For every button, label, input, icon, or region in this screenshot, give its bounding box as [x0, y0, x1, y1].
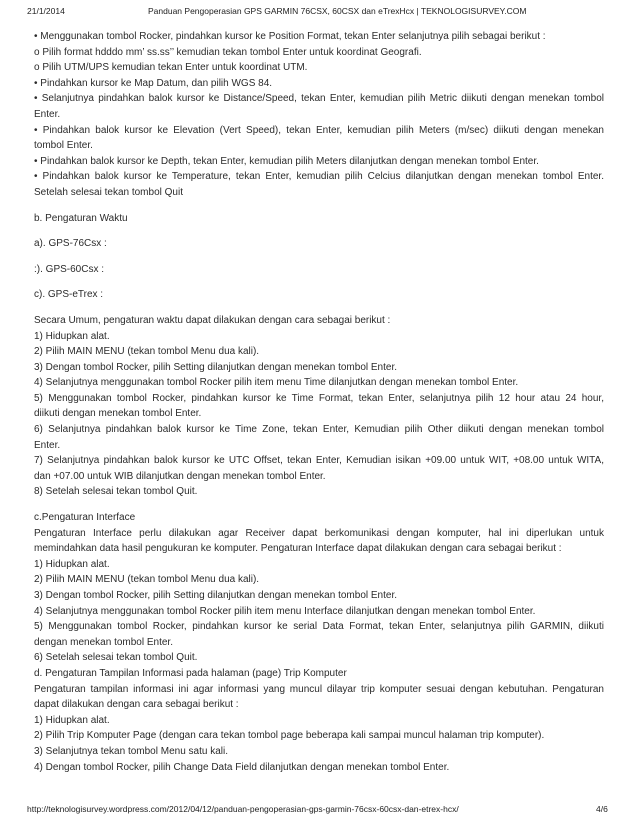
text-line: 7) Selanjutnya pindahkan balok kursor ke UTC Offset, tekan Enter, Kemudian isikan +09.00 untuk WIT, +08.00 untuk WITA, [34, 455, 604, 467]
text-line: 1) Hidupkan alat. [34, 714, 110, 726]
text-line: Pengaturan Interface perlu dilakukan agar Receiver dapat berkomunikasi dengan komputer, hal ini diperlukan untuk [34, 527, 604, 539]
section-heading: b. Pengaturan Waktu [34, 212, 128, 224]
text-line: 3) Dengan tombol Rocker, pilih Setting dilanjutkan dengan menekan tombol Enter. [34, 590, 398, 601]
text-line: • Pindahkan balok kursor ke Elevation (Vert Speed), tekan Enter, kemudian pilih Meters (m/sec) diikuti dengan menekan [34, 124, 604, 136]
text-line: 6) Setelah selesai tekan tombol Quit. [34, 652, 198, 664]
text-line: tombol Enter. [34, 140, 93, 152]
text-line: o Pilih UTM/UPS kemudian tekan Enter untuk koordinat UTM. [34, 62, 308, 74]
text-line: dengan menekan tombol Enter. [34, 636, 173, 648]
text-line: dan +07.00 untuk WIB dilanjutkan dengan menekan tombol Enter. [34, 470, 326, 482]
text-line: Enter. [34, 439, 61, 451]
text-line: 6) Selanjutnya pindahkan balok kursor ke Time Zone, tekan Enter, Kemudian pilih Other diikuti dengan menekan tombol [34, 424, 604, 436]
footer-url: http://teknologisurvey.wordpress.com/2012/04/12/panduan-pengoperasian-gps-garmin-76csx-60csx-dan-etrex-hcx/ [27, 804, 459, 814]
text-line: 2) Pilih MAIN MENU (tekan tombol Menu dua kali). [34, 574, 260, 586]
text-line: • Pindahkan balok kursor ke Temperature, tekan Enter, kemudian pilih Celcius dilanjutkan dengan menekan tombol Enter. [34, 171, 604, 183]
text-line: • Pindahkan kursor ke Map Datum, dan pilih WGS 84. [34, 77, 273, 89]
text-line: c). GPS-eTrex : [34, 289, 104, 301]
text-line: Setelah selesai tekan tombol Quit [34, 186, 183, 198]
page-number: 4/6 [596, 804, 608, 814]
text-line: memindahkan data hasil pengukuran ke komputer. Pengaturan Interface dapat dilakukan dengan cara sebagai berikut : [34, 543, 562, 555]
text-line: 1) Hidupkan alat. [34, 330, 110, 342]
text-line: Enter. [34, 108, 61, 120]
text-line: 2) Pilih Trip Komputer Page (dengan cara tekan tombol page beberapa kali sampai muncul halaman trip komputer). [34, 730, 545, 742]
text-line: 4) Selanjutnya menggunakan tombol Rocker pilih item menu Time dilanjutkan dengan menekan tombol Enter. [34, 377, 519, 389]
text-line: 8) Setelah selesai tekan tombol Quit. [34, 486, 198, 498]
text-line: o Pilih format hdddo mm’ ss.ss’’ kemudian tekan tombol Enter untuk koordinat Geografi. [34, 46, 422, 58]
text-line: 5) Menggunakan tombol Rocker, pindahkan kursor ke Time Format, tekan Enter, selanjutnya pilih 12 hour atau 24 hour, [34, 392, 604, 404]
header-title: Panduan Pengoperasian GPS GARMIN 76CSX, 60CSX dan eTrexHcx | TEKNOLOGISURVEY.COM [148, 6, 527, 16]
text-line: Secara Umum, pengaturan waktu dapat dilakukan dengan cara sebagai berikut : [34, 314, 391, 326]
text-line: 3) Selanjutnya tekan tombol Menu satu kali. [34, 745, 228, 757]
text-line: • Selanjutnya pindahkan balok kursor ke Distance/Speed, tekan Enter, kemudian pilih Metric diikuti dengan menekan tombol [34, 93, 604, 105]
text-line: a). GPS-76Csx : [34, 238, 107, 250]
text-line: 5) Menggunakan tombol Rocker, pindahkan kursor ke serial Data Format, tekan Enter, selanjutnya pilih GARMIN, diikuti [34, 621, 604, 633]
header-date: 21/1/2014 [27, 6, 65, 16]
text-line: dapat dilakukan dengan cara sebagai berikut : [34, 699, 239, 711]
text-line: Pengaturan tampilan informasi ini agar informasi yang muncul dilayar trip komputer sesuai dengan kebutuhan. Pengaturan [34, 683, 604, 695]
section-heading: c.Pengaturan Interface [34, 512, 136, 524]
text-line: 2) Pilih MAIN MENU (tekan tombol Menu dua kali). [34, 346, 260, 358]
text-line: 4) Dengan tombol Rocker, pilih Change Data Field dilanjutkan dengan menekan tombol Enter. [34, 761, 450, 773]
text-line: • Menggunakan tombol Rocker, pindahkan kursor ke Position Format, tekan Enter selanjutnya pilih sebagai berikut : [34, 31, 546, 42]
text-line: diikuti dengan menekan tombol Enter. [34, 408, 202, 420]
text-line: 4) Selanjutnya menggunakan tombol Rocker pilih item menu Interface dilanjutkan dengan menekan tombol Enter. [34, 605, 536, 617]
text-line: 1) Hidupkan alat. [34, 558, 110, 570]
document-body [34, 29, 604, 775]
text-line: • Pindahkan balok kursor ke Depth, tekan Enter, kemudian pilih Meters dilanjutkan dengan menekan tombol Enter. [34, 155, 539, 167]
text-line: :). GPS-60Csx : [34, 263, 105, 275]
section-heading: d. Pengaturan Tampilan Informasi pada halaman (page) Trip Komputer [34, 667, 347, 679]
text-line: 3) Dengan tombol Rocker, pilih Setting dilanjutkan dengan menekan tombol Enter. [34, 361, 398, 373]
